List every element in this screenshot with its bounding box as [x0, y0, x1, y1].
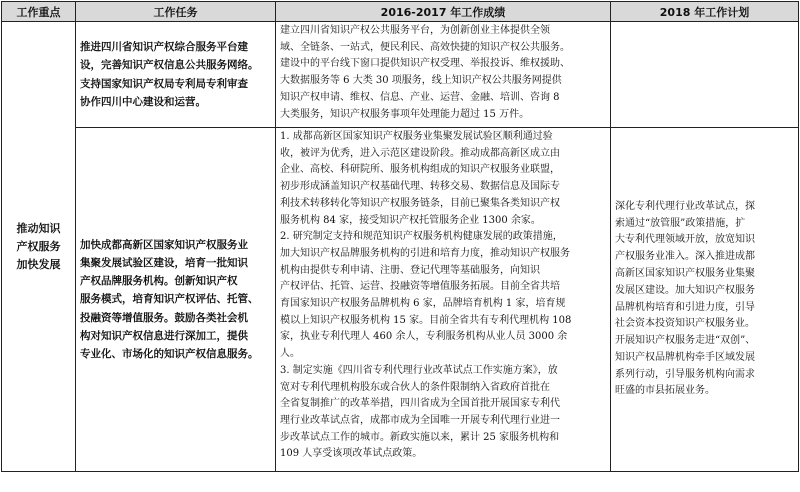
- achievement-line: 初步形成涵盖知识产权基础代理、转移交易、数据信息及国际专: [280, 181, 560, 193]
- plan-line: 发展区建设。加大知识产权服务: [615, 284, 755, 296]
- achievement-line: 理行业改革试点省，成都市成为全国唯一开展专利代理行业进一: [280, 414, 560, 426]
- header-plan: 2018 年工作计划: [611, 2, 799, 22]
- achievement-line: 域、全链条、一站式，便民利民、高效快捷的知识产权公共服务。: [280, 41, 570, 53]
- achievement-line: 模以上知识产权服务机构 15 家。目前全省共有专利代理机构 108: [280, 314, 572, 326]
- achievement-line: 收，被评为优秀，进入示范区建设阶段。推动成都高新区成立由: [280, 147, 560, 159]
- header-focus: 工作重点: [2, 2, 76, 22]
- task-cell-service: [76, 128, 276, 472]
- achievement-line: 加大知识产权品牌服务机构的引进和培育力度，推动知识产权服务: [280, 247, 570, 259]
- work-plan-table: [1, 1, 799, 472]
- plan-line: 开展知识产权服务走进“双创”、: [615, 335, 756, 347]
- task-line: 专业化、市场化的知识产权信息服务。: [80, 348, 259, 360]
- achievement-line: 3. 制定实施《四川省专利代理行业改革试点工作实施方案》，放: [280, 364, 558, 376]
- task-line: 设，完善知识产权信息公共服务网络。: [80, 59, 259, 72]
- achievement-line: 建设中的平台线下窗口提供知识产权受理、举报投诉、维权援助、: [280, 58, 570, 70]
- plan-cell: [611, 128, 799, 472]
- plan-line: 索通过“放管服”政策措施，扩: [615, 217, 746, 229]
- achievement-line: 大数据服务等 6 大类 30 项服务，线上知识产权公共服务网提供: [280, 75, 562, 87]
- header-row: [2, 2, 799, 22]
- plan-line: 高新区国家知识产权服务业集聚: [615, 267, 755, 279]
- task-line: 支持国家知识产权局专利局专利审查: [80, 77, 248, 90]
- focus-line: 推动知识: [16, 221, 61, 235]
- task-line: 投融资等增值服务。鼓励各类社会机: [80, 311, 248, 324]
- plan-line: 大专利代理领域开放，放宽知识: [615, 234, 755, 246]
- table-row: [2, 22, 799, 128]
- task-line: 推进四川省知识产权综合服务平台建: [80, 41, 248, 54]
- task-line: 服务模式，培育知识产权评估、托管、: [80, 293, 259, 306]
- achievement-line: 1. 成都高新区国家知识产权服务业集聚发展试验区顺利通过验: [280, 131, 553, 142]
- achievement-line: 全省复制推广的改革举措，四川省成为全国首批开展国家专利代: [280, 398, 560, 410]
- achievement-line: 109 人享受该项改革试点政策。: [280, 448, 423, 460]
- achievement-cell-platform: [276, 22, 611, 128]
- achievement-cell-service: [276, 128, 611, 472]
- task-line: 集聚发展试验区建设，培育一批知识: [80, 256, 248, 269]
- achievement-line: 步改革试点工作的城市。新政实施以来，累计 25 家服务机构和: [280, 431, 560, 443]
- achievement-line: 宽对专利代理机构股东或合伙人的条件限制纳入省政府首批在: [280, 381, 550, 393]
- header-achievement: 2016-2017 年工作成绩: [276, 2, 611, 22]
- task-line: 产权品牌服务机构。创新知识产权: [80, 275, 238, 288]
- focus-cell: [2, 22, 76, 472]
- table-row: [2, 128, 799, 472]
- achievement-line: 利技术转移转化等知识产权服务链条，目前已聚集各类知识产权: [280, 197, 560, 209]
- plan-line: 知识产权品牌机构牵手区域发展: [615, 351, 755, 363]
- plan-line: 系列行动，引导服务机构向需求: [615, 368, 755, 380]
- header-task: 工作任务: [76, 2, 276, 22]
- task-line: 协作四川中心建设和运营。: [80, 95, 206, 108]
- achievement-line: 服务机构 84 家，接受知识产权托管服务企业 1300 余家。: [280, 214, 541, 226]
- achievement-line: 建立四川省知识产权公共服务平台，为创新创业主体提供全领: [280, 25, 550, 36]
- achievement-line: 知识产权申请、维权、信息、产业、运营、金融、培训、咨询 8: [280, 91, 560, 103]
- achievement-line: 育国家知识产权服务品牌机构 6 家，品牌培育机构 1 家，培育规: [280, 298, 566, 310]
- task-cell-platform: [76, 22, 276, 128]
- plan-line: 品牌机构培育和引进力度，引导: [615, 301, 755, 313]
- task-line: 构对知识产权信息进行深加工，提供: [80, 329, 248, 342]
- plan-line: 旺盛的市县拓展业务。: [615, 385, 715, 397]
- plan-line: 社会资本投资知识产权服务业。: [615, 318, 755, 330]
- achievement-line: 产权评估、托管、运营、投融资等增值服务拓展。目前全省共培: [280, 281, 560, 293]
- achievement-line: 2. 研究制定支持和规范知识产权服务机构健康发展的政策措施，: [280, 231, 563, 243]
- plan-line: 产权服务业准入。深入推进成都: [615, 251, 755, 263]
- achievement-line: 大类服务，知识产权服务事项年处理能力超过 15 万件。: [280, 108, 530, 120]
- task-line: 加快成都高新区国家知识产权服务业: [80, 238, 248, 251]
- plan-cell-empty: [611, 22, 799, 128]
- focus-line: 产权服务: [16, 239, 61, 253]
- achievement-line: 家，执业专利代理人 460 余人，专利服务机构从业人员 3000 余: [280, 331, 568, 343]
- plan-line: 深化专利代理行业改革试点，探: [615, 200, 755, 212]
- achievement-line: 企业、高校、科研院所、服务机构组成的知识产权服务业联盟，: [280, 164, 560, 176]
- achievement-line: 机构由提供专利申请、注册、登记代理等基础服务，向知识: [280, 264, 540, 276]
- focus-line: 加快发展: [16, 257, 61, 271]
- achievement-line: 人。: [280, 348, 300, 360]
